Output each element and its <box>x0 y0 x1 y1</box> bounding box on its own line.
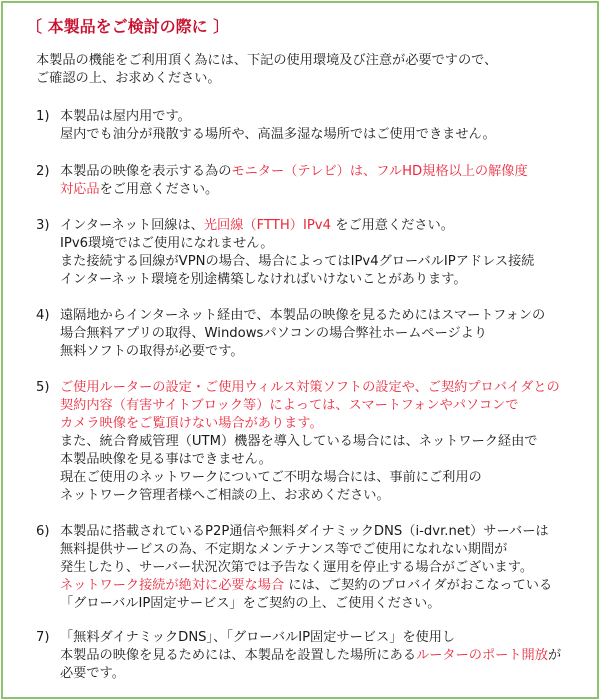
item-body <box>60 217 534 289</box>
item-text: 遠隔地からインターネット経由で、本製品の映像を見るためにはスマートフォンの <box>60 308 546 323</box>
item-text: をご用意ください。 <box>331 218 454 233</box>
item-body <box>60 629 561 683</box>
item-text: インターネット環境を別途構築しなければいけないことがあります。 <box>60 272 467 287</box>
item-text: 本製品の映像を表示する為の <box>60 164 232 179</box>
item-text: 無料提供サービスの為、不定期なメンテナンス等でご使用になれない期間が <box>60 542 508 557</box>
item-number: 6) <box>36 524 50 539</box>
item-text: 発生したり、サーバー状況次第では予告なく運用を停止する場合がございます。 <box>60 560 534 575</box>
highlighted-text: カメラ映像をご覧頂けない場合があります。 <box>60 416 323 431</box>
item-line <box>60 559 552 577</box>
item-number: 5) <box>36 380 50 395</box>
item-text: 無料ソフトの取得が必要です。 <box>60 344 244 359</box>
intro-paragraph <box>36 52 497 88</box>
item-text: また接続する回線がVPNの場合、場合によってはIPv4グローバルIPアドレス接続 <box>60 254 535 269</box>
item-line <box>60 433 560 451</box>
item-text: 「無料ダイナミックDNS」、「グローバルIP固定サービス」を使用し <box>60 630 456 645</box>
highlighted-text: 対応品 <box>60 182 100 197</box>
item-line <box>60 126 496 144</box>
item-body <box>60 523 552 613</box>
item-line <box>60 541 552 559</box>
item-line <box>60 163 528 181</box>
item-line <box>60 235 534 253</box>
item-text: には、ご契約のプロバイダがおこなっている <box>284 578 553 593</box>
intro-line: 本製品の機能をご利用頂く為には、下記の使用環境及び注意が必要ですので、 <box>36 53 498 68</box>
item-line <box>60 379 560 397</box>
intro-line: ご確認の上、お求めください。 <box>36 71 221 86</box>
item-line <box>60 217 534 235</box>
item-line <box>60 487 560 505</box>
item-line <box>60 307 545 325</box>
item-text: 必要です。 <box>60 666 125 681</box>
item-text: 本製品に搭載されているP2P通信や無料ダイナミックDNS（i-dvr.net）サーバーは <box>60 524 549 539</box>
item-number: 2) <box>36 164 50 179</box>
item-body <box>60 163 528 199</box>
item-line <box>60 325 545 343</box>
item-line <box>60 595 552 613</box>
item-body <box>60 307 545 361</box>
item-text: 「グローバルIP固定サービス」をご契約の上、ご使用ください。 <box>60 596 441 611</box>
item-number: 1) <box>36 109 50 124</box>
item-line <box>60 523 552 541</box>
item-line <box>60 469 560 487</box>
item-line <box>60 415 560 433</box>
item-text: ネットワーク管理者様へご相談の上、お求めください。 <box>60 488 390 503</box>
highlighted-text: モニター（テレビ）は、フルHD規格以上の解像度 <box>231 164 528 179</box>
item-line <box>60 253 534 271</box>
item-text: 現在ご使用のネットワークについてご不明な場合には、事前にご利用の <box>60 470 482 485</box>
highlighted-text: 光回線（FTTH）IPv4 <box>203 218 331 233</box>
item-line <box>60 181 528 199</box>
highlighted-text: ルーターのポート開放 <box>416 648 548 663</box>
item-text: 屋内でも油分が飛散する場所や、高温多湿な場所ではご使用できません。 <box>60 127 496 142</box>
item-number: 3) <box>36 218 50 233</box>
item-line <box>60 271 534 289</box>
item-line <box>60 343 545 361</box>
item-line <box>60 647 561 665</box>
item-text: 場合無料アプリの取得、Windowsパソコンの場合弊社ホームページより <box>60 326 488 341</box>
item-line <box>60 577 552 595</box>
item-text: また、統合脅威管理（UTM）機器を導入している場合には、ネットワーク経由で <box>60 434 538 449</box>
item-line <box>60 108 496 126</box>
item-number: 4) <box>36 308 50 323</box>
item-line <box>60 397 560 415</box>
item-text: 本製品は屋内用です。 <box>60 109 191 124</box>
highlighted-text: ネットワーク接続が絶対に必要な場合 <box>60 578 285 593</box>
notice-heading: 〔 本製品をご検討の際に 〕 <box>26 17 230 36</box>
item-body <box>60 379 560 505</box>
item-text: が <box>547 648 562 663</box>
item-line <box>60 665 561 683</box>
item-text: 本製品映像を見る事はできません。 <box>60 452 272 467</box>
item-text: インターネット回線は、 <box>60 218 204 233</box>
highlighted-text: ご使用ルーターの設定・ご使用ウィルス対策ソフトの設定や、ご契約プロバイダとの <box>60 380 560 395</box>
item-text: 本製品の映像を見るためには、本製品を設置した場所にある <box>60 648 417 663</box>
item-text: IPv6環境ではご使用になれません。 <box>60 236 274 251</box>
item-line <box>60 629 561 647</box>
item-body <box>60 108 496 144</box>
item-line <box>60 451 560 469</box>
highlighted-text: 契約内容（有害サイトブロック等）によっては、スマートフォンやパソコンで <box>60 398 519 413</box>
item-text: をご用意ください。 <box>99 182 219 197</box>
item-number: 7) <box>36 630 50 645</box>
